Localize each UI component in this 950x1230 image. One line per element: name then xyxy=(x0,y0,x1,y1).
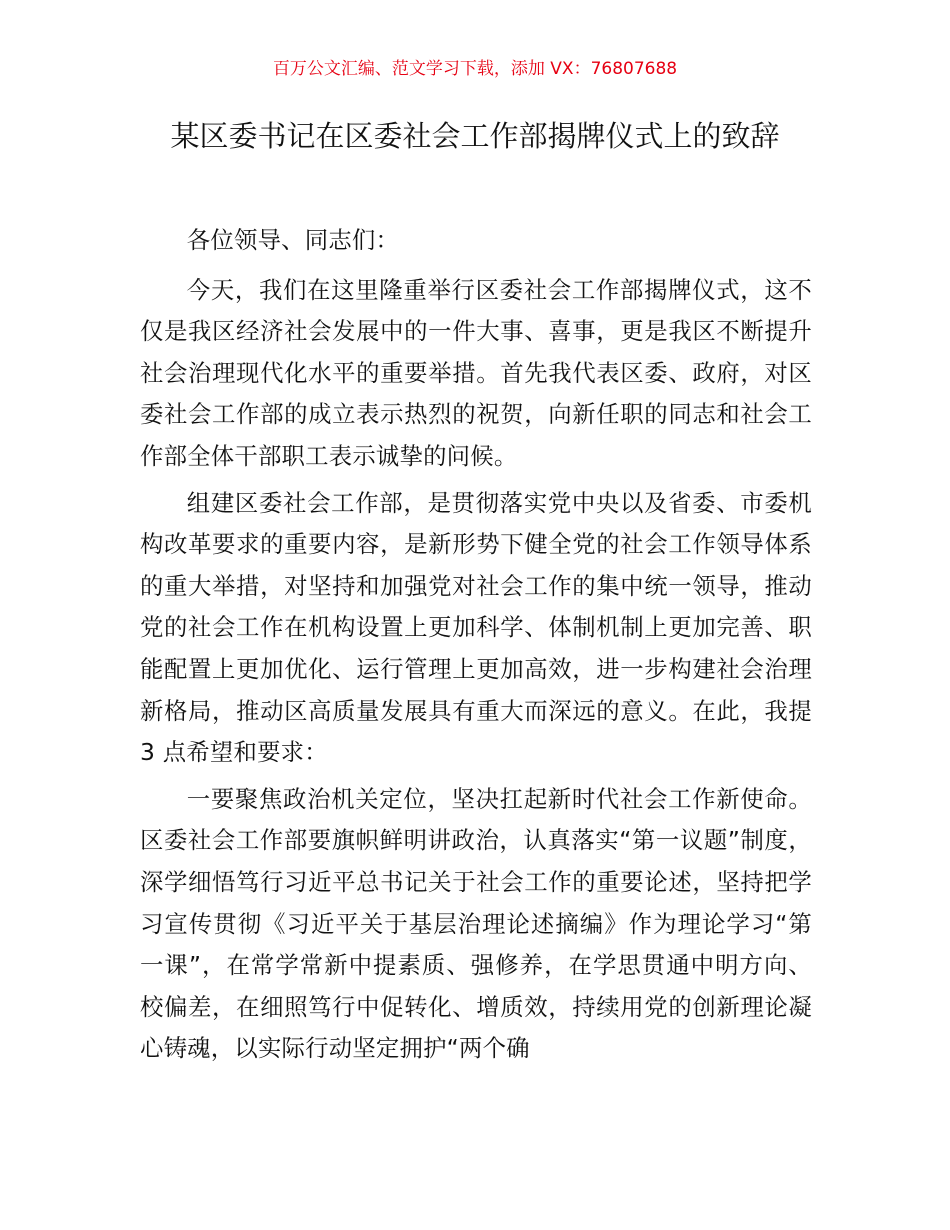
body-paragraph-significance: 组建区委社会工作部，是贯彻落实党中央以及省委、市委机构改革要求的重要内容，是新形势下健全党的社会工作领导体系的重大举措，对坚持和加强党对社会工作的集中统一领导，推动党的社会工作在机构设置上更加科学、体制机制上更加完善、职能配置上更加优化、运行管理上更加高效，进一步构建社会治理新格局，推动区高质量发展具有重大而深远的意义。在此，我提 3 点希望和要求： xyxy=(140,488,812,767)
document-title: 某区委书记在区委社会工作部揭牌仪式上的致辞 xyxy=(170,119,780,153)
document-body xyxy=(140,220,812,1075)
watermark-header: 百万公文汇编、范文学习下载，添加 VX：76807688 xyxy=(272,59,678,79)
salutation-paragraph: 各位领导、同志们： xyxy=(186,226,400,254)
body-paragraph-intro: 今天，我们在这里隆重举行区委社会工作部揭牌仪式，这不仅是我区经济社会发展中的一件大事、喜事，更是我区不断提升社会治理现代化水平的重要举措。首先我代表区委、政府，对区委社会工作部的成立表示热烈的祝贺，向新任职的同志和社会工作部全体干部职工表示诚挚的问候。 xyxy=(140,275,812,470)
body-paragraph-requirement-one: 一要聚焦政治机关定位，坚决扛起新时代社会工作新使命。区委社会工作部要旗帜鲜明讲政治，认真落实“第一议题”制度，深学细悟笃行习近平总书记关于社会工作的重要论述，坚持把学习宣传贯彻《习近平关于基层治理论述摘编》作为理论学习“第一课”，在常学常新中提素质、强修养，在学思贯通中明方向、校偏差，在细照笃行中促转化、增质效，持续用党的创新理论凝心铸魂，以实际行动坚定拥护“两个确 xyxy=(140,784,812,1063)
